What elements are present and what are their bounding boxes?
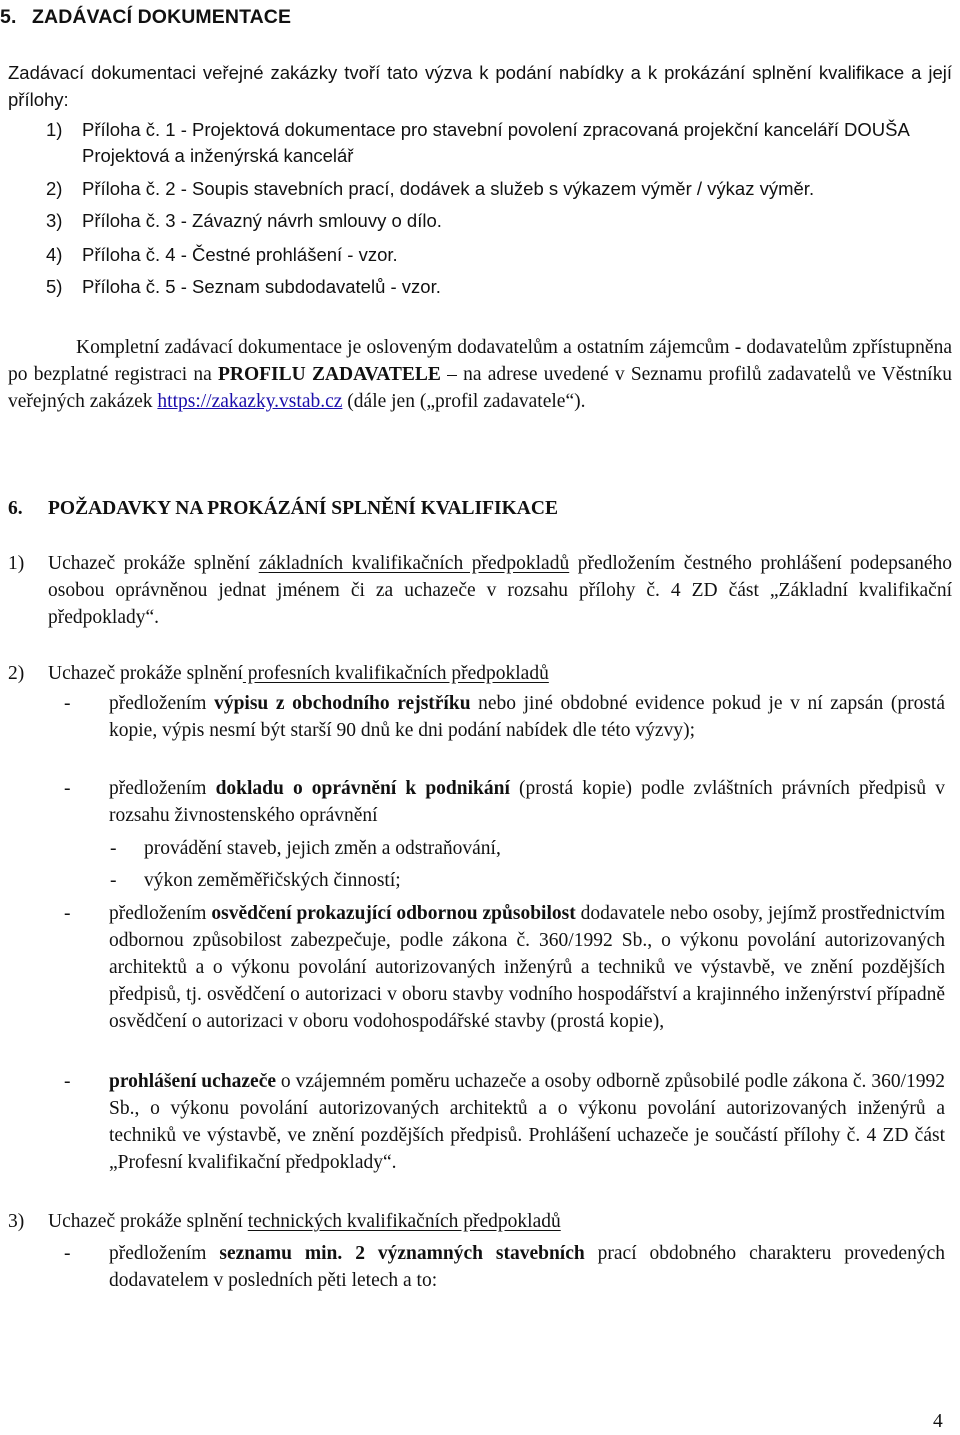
dash-bullet: - [64,903,71,924]
attachment-item [46,176,814,202]
text-run: Uchazeč prokáže splnění [48,1211,248,1232]
text-run: předložením [109,1243,220,1264]
attachment-text: Příloha č. 1 - Projektová dokumentace pro stavební povolení zpracovaná projekční kanceláří DOUŠA Projektová a inženýrská kancelář [82,119,909,166]
dash-bullet: - [110,870,117,891]
list-number: 1) [8,553,25,574]
text-run: Kompletní zadávací dokumentace je osloveným dodavatelům a ostatním zájemcům - dodavatelům zpřístupněna po bezplatné registraci na [8,337,952,385]
bullet-item [64,900,945,1035]
requirement-item-2 [8,660,952,687]
section-5-heading [0,4,291,31]
section-title: ZADÁVACÍ DOKUMENTACE [32,6,292,28]
list-number: 5) [46,276,63,297]
text-run: předložením čestného prohlášení podepsaného osobou oprávněnou jednat jménem či za uchazeče v rozsahu přílohy č. 4 ZD část „Základní kvalifikační předpoklady“. [48,553,952,628]
bullet-item [64,775,945,829]
text-run: – na adrese uvedené v Seznamu profilů zadavatelů ve Věstníku veřejných zakázek [8,364,953,412]
profile-label: PROFILU ZADAVATELE [217,364,441,385]
bullet-text [109,1240,945,1294]
bold-term: dokladu o oprávnění k podnikání [215,778,510,799]
requirement-text [48,660,952,687]
attachment-text: Příloha č. 5 - Seznam subdodavatelů - vzor. [82,276,441,297]
text-run: předložením [109,903,212,924]
requirement-item-1 [8,550,952,631]
dash-bullet: - [64,778,71,799]
bullet-item [64,1068,945,1176]
complete-docs-paragraph [8,334,952,415]
bullet-text [109,1068,945,1176]
section-number: 6. [8,498,23,519]
text-run: předložením [109,693,215,714]
dash-bullet: - [64,1243,71,1264]
bullet-item [64,690,945,744]
underlined-term: technických kvalifikačních předpokladů [247,1211,561,1232]
text-run: nebo jiné obdobné evidence pokud je v ní zapsán (prostá kopie, výpis nesmí být starší 90 dnů ke dni podání nabídek dle této výzvy); [109,693,946,741]
sub-bullet-item [110,867,401,894]
list-number: 3) [8,1211,25,1232]
attachment-item [46,242,398,268]
dash-bullet: - [64,693,71,714]
requirement-text [48,1208,952,1235]
dash-bullet: - [110,838,117,859]
requirement-text [48,550,952,631]
attachment-item [46,117,952,169]
dash-bullet: - [64,1071,71,1092]
bold-term: výpisu z obchodního rejstříku [214,693,471,714]
list-number: 2) [46,178,63,199]
text-run: o vzájemném poměru uchazeče a osoby odborně způsobilé podle zákona č. 360/1992 Sb., o výkonu povolání autorizovaných architektů a o výkonu povolání autorizovaných inženýrů a techniků ve výstavbě, ve znění pozdějších předpisů. Prohlášení uchazeče je součástí přílohy č. 4 ZD část „Profesní kvalifikační předpoklady“. [109,1071,945,1173]
text-run: Uchazeč prokáže splnění [48,663,243,684]
bold-term: osvědčení prokazující odbornou způsobilost [211,903,576,924]
bold-term: seznamu min. 2 významných stavebních [219,1243,585,1264]
sub-bullet-item [110,835,501,862]
bold-term: prohlášení uchazeče [109,1071,277,1092]
bullet-text [109,775,945,829]
text-run: (prostá kopie) podle zvláštních právních předpisů v rozsahu živnostenského oprávnění [109,778,945,826]
underlined-term: profesních kvalifikačních předpokladů [242,663,549,684]
text-run: prací obdobného charakteru provedených dodavatelem v posledních pěti letech a to: [109,1243,945,1291]
page-number: 4 [933,1411,943,1432]
sub-bullet-text: provádění staveb, jejich změn a odstraňování, [144,838,501,859]
text-run: dodavatele nebo osoby, jejímž prostřednictvím odbornou způsobilost zabezpečuje, podle zákona č. 360/1992 Sb., o výkonu povolání autorizovaných architektů a o výkonu povolání autorizovaných inženýrů a techniků ve výstavbě, ve znění pozdějších předpisů, tj. osvědčení o autorizaci v oboru stavby vodního hospodářství a krajinného inženýrství případně osvědčení o autorizaci v oboru vodohospodářské stavby (prostá kopie), [109,903,946,1032]
underlined-term: základních kvalifikačních předpokladů [258,553,570,574]
attachment-text: Příloha č. 4 - Čestné prohlášení - vzor. [82,244,398,265]
bullet-item [64,1240,945,1294]
list-number: 4) [46,244,63,265]
bullet-text [109,690,945,744]
list-number: 3) [46,210,63,231]
list-number: 2) [8,663,25,684]
attachment-text: Příloha č. 3 - Závazný návrh smlouvy o dílo. [82,210,442,231]
attachment-item [46,208,442,234]
text-run: předložením [109,778,216,799]
text-run: Uchazeč prokáže splnění [48,553,259,574]
attachment-text: Příloha č. 2 - Soupis stavebních prací, dodávek a služeb s výkazem výměr / výkaz výměr. [82,178,815,199]
requirement-item-3 [8,1208,952,1235]
list-number: 1) [46,119,63,140]
bullet-text [109,900,945,1035]
sub-bullet-text: výkon zeměměřičských činností; [144,870,401,891]
intro-paragraph: Zadávací dokumentaci veřejné zakázky tvoří tato výzva k podání nabídky a k prokázání splnění kvalifikace a její přílohy: [8,62,952,110]
profile-link[interactable]: https://zakazky.vstab.cz [157,391,343,412]
section-title: POŽADAVKY NA PROKÁZÁNÍ SPLNĚNÍ KVALIFIKACE [48,498,558,519]
section-number: 5. [0,6,17,28]
section-6-heading [8,495,558,522]
text-run: (dále jen („profil zadavatele“). [342,391,586,412]
attachment-item [46,274,441,300]
